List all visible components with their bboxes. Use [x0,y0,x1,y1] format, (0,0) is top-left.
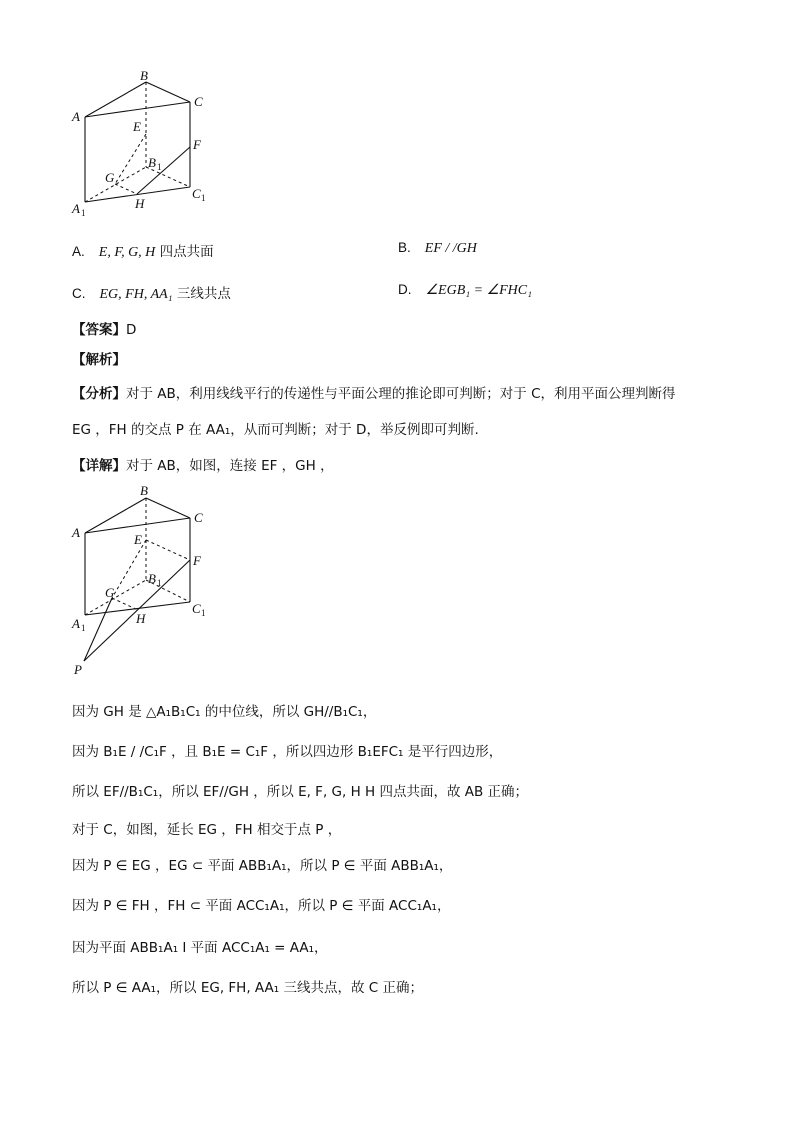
option-A[interactable] [72,240,214,261]
label-G: G [105,170,115,185]
analysis-tag: 【解析】 [72,352,126,368]
option-D[interactable] [398,282,532,299]
option-math: ∠EGB₁ = ∠FHC₁ [425,283,532,298]
svg-text:F: F [193,553,201,568]
option-math: EF / /GH [424,241,477,256]
label-A1: A [72,201,80,216]
option-letter: C. [72,286,86,301]
svg-text:B: B [140,483,148,498]
step-line: 因为 B₁E / /C₁F ，且 B₁E = C₁F ，所以四边形 B₁EFC₁ 是平行四边形， [72,744,503,760]
svg-text:A: A [72,616,80,631]
prism-figure-2 [60,480,240,680]
edge-AB [85,82,146,117]
step-line: 对于 C，如图，延长 EG ，FH 相交于点 P ， [72,822,342,838]
option-letter: A. [72,244,85,259]
segment-GH [115,184,137,194]
edge-B1C1 [146,167,190,187]
label-P: P [74,662,82,677]
fenxi-line-2: EG ，FH 的交点 P 在 AA₁，从而可判断；对于 D，举反例即可判断. [72,422,479,438]
svg-text:A: A [72,525,80,540]
svg-text:H: H [136,611,146,626]
step-line: 因为 P ∈ EG ，EG ⊂ 平面 ABB₁A₁，所以 P ∈ 平面 ABB₁A₁， [72,858,453,874]
fenxi-line-1: 【分析】对于 AB，利用线线平行的传递性与平面公理的推论即可判断；对于 C，利用平面公理判断得 [72,386,676,402]
answer-tag: 【答案】 [72,322,126,338]
step-line: 因为 GH 是 △A₁B₁C₁ 的中位线，所以 GH//B₁C₁， [72,704,377,720]
svg-text:B: B [148,571,156,586]
label-F: F [193,137,201,152]
edge-AC [85,102,190,117]
svg-text:1: 1 [157,162,162,172]
step-line: 所以 EF//B₁C₁，所以 EF//GH ，所以 E, F, G, H H 四点共面，故 AB 正确； [72,784,529,800]
label-H: H [135,196,145,211]
svg-text:E: E [134,532,142,547]
option-text: 三线共点 [176,286,231,302]
segment-HF [137,147,190,194]
step-line: 因为平面 ABB₁A₁ I 平面 ACC₁A₁ = AA₁， [72,940,328,956]
answer-value: D [126,322,137,338]
svg-text:1: 1 [81,623,86,633]
xiangjie-line: 【详解】对于 AB，如图，连接 EF ，GH ， [72,458,334,474]
option-B[interactable] [398,240,477,257]
prism-figure-1 [60,62,240,222]
svg-text:1: 1 [157,578,162,588]
option-C[interactable] [72,282,231,303]
option-math: E, F, G, H [98,245,156,260]
fenxi-tag: 【分析】 [72,386,126,402]
option-letter: D. [398,282,412,297]
segment-EG [115,134,146,184]
svg-text:1: 1 [81,208,86,218]
label-A: A [72,109,80,124]
edge-BC [146,82,190,102]
svg-text:1: 1 [201,193,206,203]
svg-text:C: C [192,601,201,616]
label-B: B [140,68,148,83]
step-line: 因为 P ∈ FH ，FH ⊂ 平面 ACC₁A₁，所以 P ∈ 平面 ACC₁A₁， [72,898,451,914]
svg-text:G: G [105,585,115,600]
answer-line [72,318,136,338]
step-line: 所以 P ∈ AA₁，所以 EG, FH, AA₁ 三线共点，故 C 正确； [72,980,423,996]
xiangjie-tag: 【详解】 [72,458,126,474]
label-E: E [133,119,141,134]
label-C: C [194,94,203,109]
svg-text:C: C [194,510,203,525]
option-letter: B. [398,240,411,255]
svg-text:1: 1 [201,608,206,618]
option-text: 四点共面 [159,244,214,260]
label-B1: B [148,155,156,170]
segment-PG [84,598,112,661]
option-math: EG, FH, AA₁ [99,287,173,302]
label-C1: C [192,186,201,201]
